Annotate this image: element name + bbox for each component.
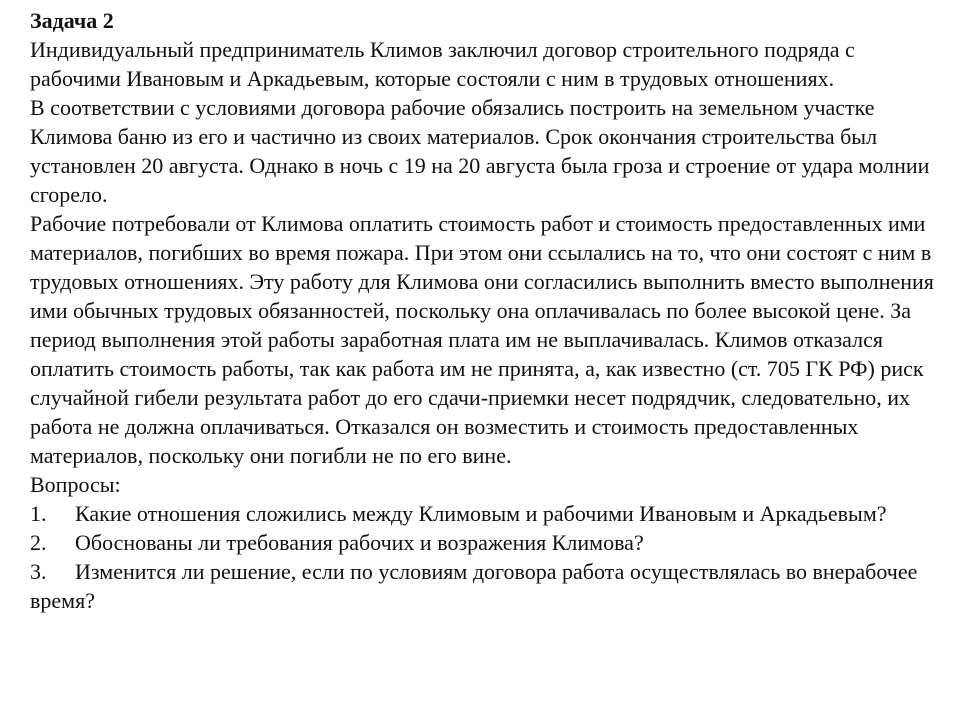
paragraph-demands: Рабочие потребовали от Климова оплатить стоимость работ и стоимость предоставленных ими материалов, погибших во время пожара. При этом они ссылались на то, что они состоят с ним в трудовых отношениях. Эту работу для Климова они согласились выполнить вместо выполнения ими обычных трудовых обязанностей, поскольку она оплачивалась по более высокой цене. За период выполнения этой работы заработная плата им не выплачивалась. Климов отказался оплатить стоимость работы, так как работа им не принята, а, как известно (ст. 705 ГК РФ) риск случайной гибели результата работ до его сдачи-приемки несет подрядчик, следовательно, их работа не должна оплачиваться. Отказался он возместить и стоимость предоставленных материалов, поскольку они погибли не по его вине.: [30, 211, 934, 468]
question-number: 3.: [30, 559, 47, 584]
question-number: 1.: [30, 501, 47, 526]
question-item: [30, 499, 945, 528]
question-number: 2.: [30, 530, 47, 555]
task-title: Задача 2: [30, 8, 114, 33]
question-text: Какие отношения сложились между Климовым и рабочими Ивановым и Аркадьевым?: [75, 501, 887, 526]
question-item: [30, 557, 945, 615]
questions-heading: Вопросы:: [30, 472, 121, 497]
paragraph-conditions: В соответствии с условиями договора рабочие обязались построить на земельном участке Климова баню из его и частично из своих материалов. Срок окончания строительства был установлен 20 августа. Однако в ночь с 19 на 20 августа была гроза и строение от удара молнии сгорело.: [30, 95, 930, 207]
question-text: Обоснованы ли требования рабочих и возражения Климова?: [75, 530, 644, 555]
question-text: Изменится ли решение, если по условиям договора работа осуществлялась во внерабочее время?: [30, 559, 918, 613]
task-slide: [30, 6, 945, 615]
question-item: [30, 528, 945, 557]
paragraph-contract: Индивидуальный предприниматель Климов заключил договор строительного подряда с рабочими Ивановым и Аркадьевым, которые состояли с ним в трудовых отношениях.: [30, 37, 855, 91]
